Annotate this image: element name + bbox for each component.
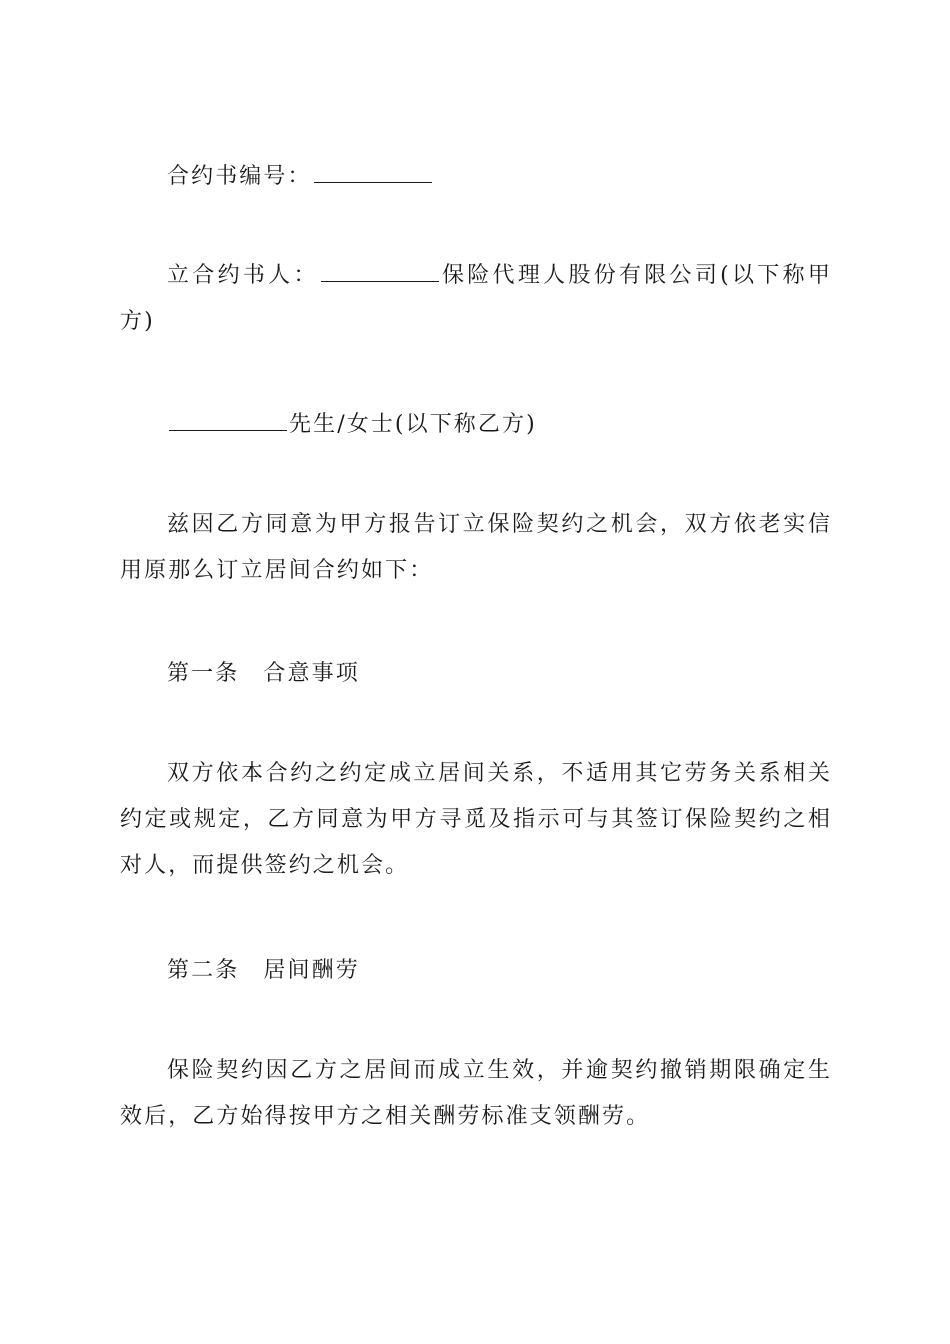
- party-intro-label: 立合约书人：: [167, 263, 319, 288]
- contract-number-label: 合约书编号：: [167, 164, 312, 189]
- party-b-text: 先生/女士(以下称乙方): [289, 412, 537, 437]
- contract-number-blank[interactable]: [314, 158, 432, 183]
- contract-number-line: [120, 154, 832, 200]
- preamble-text: 兹因乙方同意为甲方报告订立保险契约之机会，双方依老实信用原那么订立居间合约如下：: [120, 512, 832, 583]
- party-b-paragraph: [120, 402, 832, 448]
- article-2-title: 第二条 居间酬劳: [167, 958, 360, 983]
- article-1-body: 双方依本合约之约定成立居间关系，不适用其它劳务关系相关约定或规定，乙方同意为甲方寻觅及指示可与其签订保险契约之相对人，而提供签约之机会。: [120, 761, 832, 878]
- party-a-text: 保险代理人股份有限公司(以下称甲方): [120, 263, 832, 334]
- article-1-heading: [120, 651, 832, 697]
- article-1-title: 第一条 合意事项: [167, 661, 360, 686]
- article-2-paragraph: [120, 1048, 832, 1140]
- party-a-paragraph: [120, 253, 832, 345]
- article-2-heading: [120, 948, 832, 994]
- preamble-paragraph: [120, 502, 832, 594]
- party-b-name-blank[interactable]: [169, 406, 287, 431]
- article-1-paragraph: [120, 751, 832, 889]
- article-2-body: 保险契约因乙方之居间而成立生效，并逾契约撤销期限确定生效后，乙方始得按甲方之相关酬劳标准支领酬劳。: [120, 1058, 832, 1129]
- party-a-name-blank[interactable]: [321, 257, 439, 282]
